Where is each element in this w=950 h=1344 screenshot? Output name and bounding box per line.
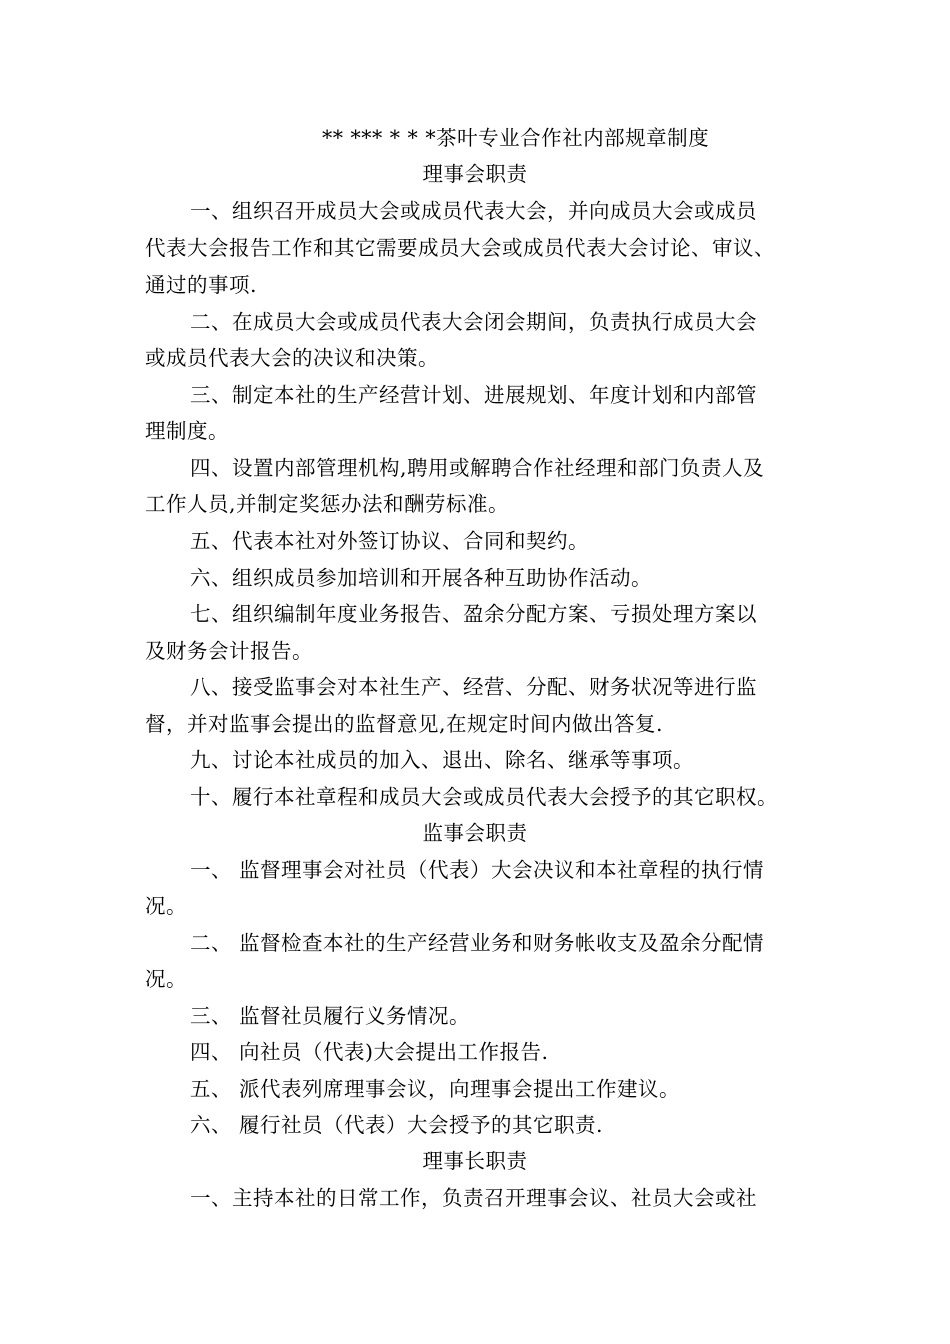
document-title: ** *** * * *茶叶专业合作社内部规章制度 [322,126,710,150]
paragraph-line: 七、组织编制年度业务报告、盈余分配方案、亏损处理方案以 [190,602,757,626]
paragraph-line: 八、接受监事会对本社生产、经营、分配、财务状况等进行监 [190,675,757,699]
paragraph-line: 理制度。 [145,419,229,443]
paragraph-line: 况。 [145,894,187,918]
paragraph-line: 一、 监督理事会对社员（代表）大会决议和本社章程的执行情 [190,858,765,882]
paragraph-line: 四、 向社员（代表)大会提出工作报告. [190,1040,549,1064]
section-heading: 理事长职责 [422,1149,528,1173]
paragraph-line: 九、讨论本社成员的加入、退出、除名、继承等事项。 [190,748,694,772]
paragraph-line: 四、设置内部管理机构,聘用或解聘合作社经理和部门负责人及 [190,456,765,480]
paragraph-line: 六、 履行社员（代表）大会授予的其它职责. [190,1113,604,1137]
paragraph-line: 一、主持本社的日常工作，负责召开理事会议、社员大会或社 [190,1186,757,1210]
paragraph-line: 及财务会计报告。 [145,639,313,663]
section-heading: 理事会职责 [422,162,528,186]
paragraph-line: 五、代表本社对外签订协议、合同和契约。 [190,529,589,553]
paragraph-line: 五、 派代表列席理事会议，向理事会提出工作建议。 [190,1077,681,1101]
section-heading: 监事会职责 [422,821,528,845]
paragraph-line: 六、组织成员参加培训和开展各种互助协作活动。 [190,566,652,590]
paragraph-line: 督，并对监事会提出的监督意见,在规定时间内做出答复. [145,712,664,736]
paragraph-line: 代表大会报告工作和其它需要成员大会或成员代表大会讨论、审议、 [145,236,775,260]
paragraph-line: 二、 监督检查本社的生产经营业务和财务帐收支及盈余分配情 [190,931,765,955]
paragraph-line: 通过的事项. [145,273,258,297]
paragraph-line: 三、制定本社的生产经营计划、进展规划、年度计划和内部管 [190,383,757,407]
paragraph-line: 十、履行本社章程和成员大会或成员代表大会授予的其它职权。 [190,785,778,809]
paragraph-line: 或成员代表大会的决议和决策。 [145,346,439,370]
paragraph-line: 三、 监督社员履行义务情况。 [190,1004,471,1028]
paragraph-line: 一、组织召开成员大会或成员代表大会，并向成员大会或成员 [190,199,757,223]
paragraph-line: 况。 [145,967,187,991]
paragraph-line: 二、在成员大会或成员代表大会闭会期间，负责执行成员大会 [190,310,757,334]
paragraph-line: 工作人员,并制定奖惩办法和酬劳标准。 [145,492,510,516]
